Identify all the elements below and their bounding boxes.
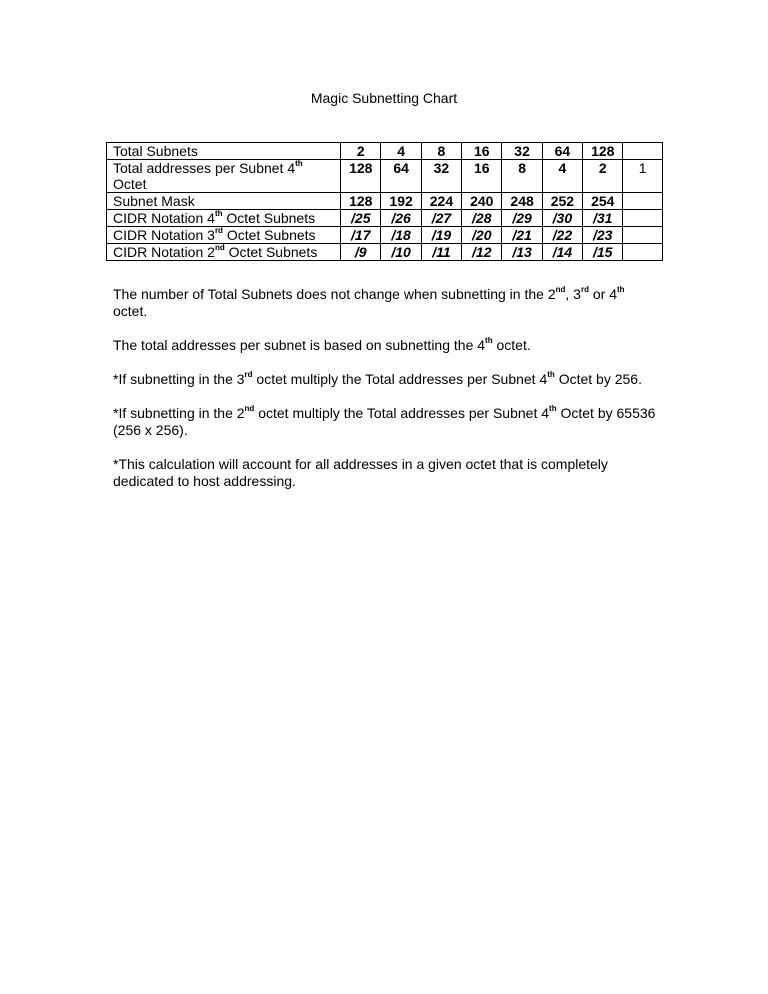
table-cell: 128	[583, 143, 623, 160]
table-cell: 252	[542, 193, 582, 210]
table-cell: /26	[381, 210, 421, 227]
table-row	[107, 143, 663, 160]
table-cell: /18	[381, 227, 421, 244]
table-cell: 32	[502, 143, 542, 160]
table-cell: 2	[341, 143, 381, 160]
table-cell: 64	[542, 143, 582, 160]
table-cell	[623, 143, 663, 160]
table-cell: /12	[462, 244, 502, 261]
table-cell: 8	[502, 160, 542, 193]
table-row	[107, 227, 663, 244]
page-title: Magic Subnetting Chart	[310, 90, 458, 106]
table-cell: /31	[583, 210, 623, 227]
table-cell: /10	[381, 244, 421, 261]
table-cell: /30	[542, 210, 582, 227]
table-cell: 16	[462, 160, 502, 193]
table-cell: 32	[421, 160, 461, 193]
table-cell: 128	[341, 160, 381, 193]
table-cell: /9	[341, 244, 381, 261]
table-cell: /29	[502, 210, 542, 227]
note-paragraph: *If subnetting in the 3rd octet multiply the Total addresses per Subnet 4th Octet by 256.	[113, 370, 642, 387]
table-row	[107, 160, 663, 193]
table-cell: /17	[341, 227, 381, 244]
table-cell: 4	[381, 143, 421, 160]
table-cell: /21	[502, 227, 542, 244]
table-cell: /11	[421, 244, 461, 261]
row-label: CIDR Notation 2nd Octet Subnets	[107, 244, 341, 261]
table-cell: 16	[462, 143, 502, 160]
note-paragraph: *If subnetting in the 2nd octet multiply the Total addresses per Subnet 4th Octet by 65536 (256 x 256).	[113, 404, 656, 438]
table-cell: /25	[341, 210, 381, 227]
table-cell: /28	[462, 210, 502, 227]
row-label: CIDR Notation 4th Octet Subnets	[107, 210, 341, 227]
table-cell	[623, 193, 663, 210]
table-cell: /27	[421, 210, 461, 227]
table-cell: 224	[421, 193, 461, 210]
notes-section	[113, 286, 658, 507]
table-cell: /15	[583, 244, 623, 261]
table-cell: /20	[462, 227, 502, 244]
subnetting-table	[106, 142, 663, 261]
table-cell: 4	[542, 160, 582, 193]
table-cell: /23	[583, 227, 623, 244]
note-paragraph: *This calculation will account for all addresses in a given octet that is completely dedicated to host addressing.	[113, 456, 608, 489]
table-cell	[623, 210, 663, 227]
row-label: Total Subnets	[107, 143, 341, 160]
table-cell: 64	[381, 160, 421, 193]
table-cell: /13	[502, 244, 542, 261]
row-label: Total addresses per Subnet 4th Octet	[107, 160, 341, 193]
table-row	[107, 193, 663, 210]
table-row	[107, 244, 663, 261]
table-row	[107, 210, 663, 227]
table-cell: 240	[462, 193, 502, 210]
table-cell: /19	[421, 227, 461, 244]
note-paragraph: The total addresses per subnet is based on subnetting the 4th octet.	[113, 336, 531, 353]
table-cell: 192	[381, 193, 421, 210]
note-paragraph: The number of Total Subnets does not change when subnetting in the 2nd, 3rd or 4th octet.	[113, 285, 625, 319]
table-cell: 8	[421, 143, 461, 160]
table-cell: /22	[542, 227, 582, 244]
table-cell: 248	[502, 193, 542, 210]
table-cell	[623, 244, 663, 261]
table-cell: 128	[341, 193, 381, 210]
table-cell: 254	[583, 193, 623, 210]
row-label: CIDR Notation 3rd Octet Subnets	[107, 227, 341, 244]
row-label: Subnet Mask	[107, 193, 341, 210]
table-cell: /14	[542, 244, 582, 261]
table-cell	[623, 227, 663, 244]
table-cell: 1	[623, 160, 663, 193]
table-cell: 2	[583, 160, 623, 193]
